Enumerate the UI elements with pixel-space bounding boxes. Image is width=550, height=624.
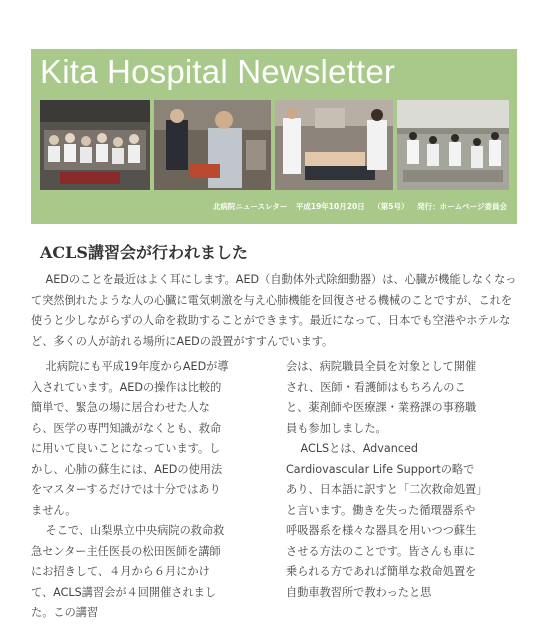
photo-instructor xyxy=(154,100,271,190)
photo-lecture-audience xyxy=(40,100,150,190)
masthead-info xyxy=(207,201,507,212)
photo-strip xyxy=(40,100,509,190)
masthead-publisher: 発行：ホームページ委員会 xyxy=(417,202,507,211)
right-paragraph-1: 会は、病院職員全員を対象として開催され、医師・看護師はもちろんのこと、薬剤師や医療課・業務課の事務職員も参加しました。 xyxy=(286,360,477,435)
lecture-audience-image xyxy=(40,100,150,190)
instructor-image xyxy=(154,100,271,190)
intro-paragraph: AEDのことを最近はよく耳にします。AED（自動体外式除細動器）は、心臓が機能しなくなって突然倒れたような人の心臓に電気刺激を与え心肺機能を回復させる機械のことですが、これを使うと少しながらずの人命を救助することができます。最近になって、日本でも空港やホテルなど、多くの人が訪れる場所にAEDの設置がすすんでいます。 xyxy=(31,273,517,348)
photo-cpr-practice xyxy=(275,100,393,190)
right-paragraph-2: ACLSとは、Advanced Cardiovascular Life Supportの略であり、日本語に訳すと「二次救命処置」と言います。働きを失った循環器系や呼吸器系を様々な器具を用いつつ蘇生させる方法のことです。皆さんも車に乗られる方であれば簡単な救命処置を自動車教習所で教わったと思 xyxy=(286,442,482,599)
article-intro xyxy=(31,270,517,352)
newsletter-banner xyxy=(31,49,517,224)
group-training-image xyxy=(397,100,509,190)
left-paragraph-1: 北病院にも平成19年度からAEDが導入されています。AEDの操作は比較的簡単で、緊急の場に居合わせた人なら、医学の専門知識がなくとも、救命に用いて良いことになっています。しかし、心肺の蘇生には、AEDの使用法をマスターするだけでは十分ではありません。 xyxy=(31,360,229,517)
newsletter-title: Kita Hospital Newsletter xyxy=(40,53,396,90)
article-left-column xyxy=(31,357,229,624)
article-title: ACLS講習会が行われました xyxy=(40,243,248,262)
masthead-name: 北病院ニュースレター xyxy=(212,202,288,211)
photo-group-training xyxy=(397,100,509,190)
cpr-practice-image xyxy=(275,100,393,190)
masthead-issue: （第5号） xyxy=(373,202,409,211)
left-paragraph-2: そこで、山梨県立中央病院の救命救急センター主任医長の松田医師を講師にお招きして、４月から６月にかけて、ACLS講習会が４回開催されました。この講習 xyxy=(31,524,225,619)
article-right-column xyxy=(286,357,484,603)
masthead-date: 平成19年10月20日 xyxy=(295,202,365,211)
